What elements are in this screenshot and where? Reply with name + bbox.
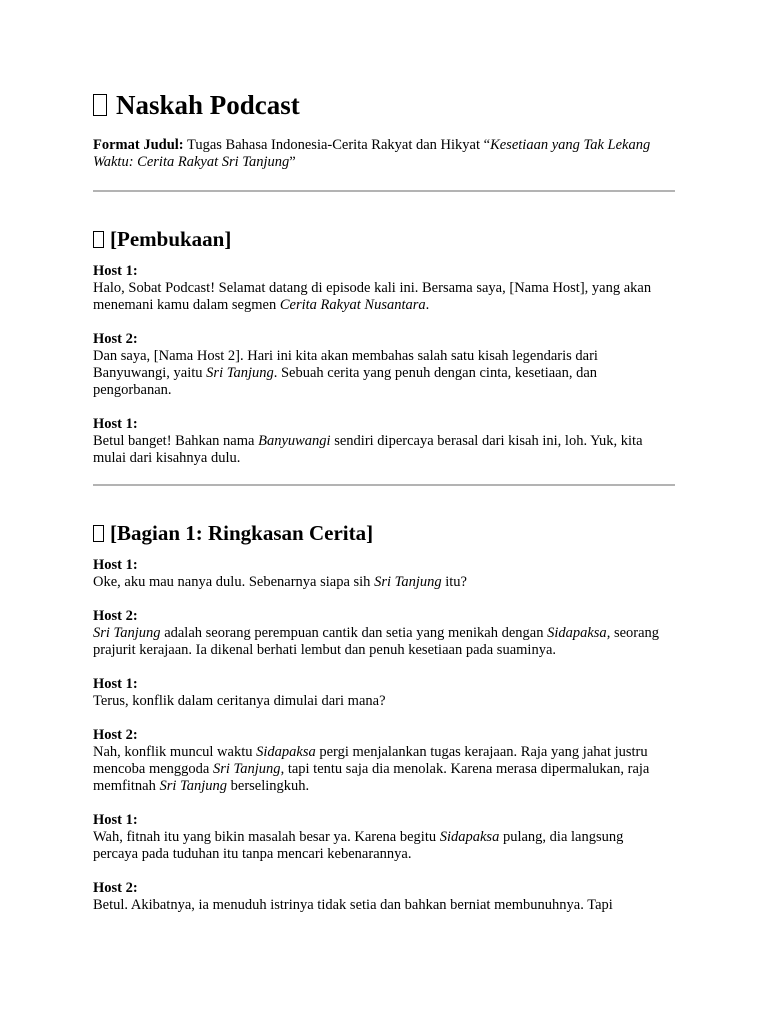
missing-glyph-icon (93, 231, 104, 248)
speaker-label: Host 1: (93, 416, 138, 432)
section-pembukaan (93, 225, 675, 467)
speaker-label: Host 1: (93, 676, 138, 692)
format-close-quote: ” (289, 154, 296, 170)
divider (93, 484, 675, 486)
dialogue-block (93, 727, 668, 795)
section-heading (93, 519, 675, 547)
missing-glyph-icon (93, 94, 107, 116)
dialogue-text: Halo, Sobat Podcast! Selamat datang di episode kali ini. Bersama saya, [Nama Host], yang akan menemani kamu dalam segmen (93, 280, 652, 313)
section-heading-text: [Bagian 1: Ringkasan Cerita] (110, 521, 374, 545)
italic-term: Sri Tanjung (93, 625, 161, 641)
italic-term: Sidapaksa (439, 829, 500, 845)
dialogue-lines (93, 263, 675, 467)
speaker-label: Host 2: (93, 880, 138, 896)
italic-term: Sri Tanjung (206, 365, 274, 381)
dialogue-lines (93, 557, 675, 914)
section-heading (93, 225, 675, 253)
dialogue-text: Wah, fitnah itu yang bikin masalah besar ya. Karena begitu (93, 829, 440, 845)
dialogue-text: pergi menjalankan tugas kerajaan. Raja yang jahat justru mencoba menggoda (93, 744, 648, 777)
dialogue-block (93, 331, 668, 399)
italic-term: Cerita Rakyat Nusantara (279, 297, 426, 313)
dialogue-block (93, 880, 668, 914)
dialogue-text: Betul banget! Bahkan nama (93, 433, 259, 449)
section-heading-text: [Pembukaan] (110, 227, 232, 251)
document-title-text: Naskah Podcast (116, 90, 300, 120)
section-ringkasan-cerita (93, 519, 675, 914)
dialogue-text: adalah seorang perempuan cantik dan setia yang menikah dengan (160, 625, 548, 641)
dialogue-text: sendiri dipercaya berasal dari kisah ini, loh. Yuk, kita mulai dari kisahnya dulu. (93, 433, 643, 466)
speaker-label: Host 2: (93, 331, 138, 347)
dialogue-block (93, 416, 668, 467)
dialogue-text: berselingkuh. (227, 778, 310, 794)
dialogue-text: pulang, dia langsung percaya pada tuduhan itu tanpa mencari kebenarannya. (93, 829, 624, 862)
dialogue-text: Nah, konflik muncul waktu (93, 744, 257, 760)
dialogue-text: , tapi tentu saja dia menolak. Karena merasa dipermalukan, raja memfitnah (93, 761, 650, 794)
dialogue-text: Betul. Akibatnya, ia menuduh istrinya tidak setia dan bahkan berniat membunuhnya. Tapi (93, 897, 613, 913)
missing-glyph-icon (93, 525, 104, 542)
dialogue-block (93, 557, 668, 591)
speaker-label: Host 1: (93, 263, 138, 279)
speaker-label: Host 1: (93, 812, 138, 828)
italic-term: Sri Tanjung (374, 574, 442, 590)
divider (93, 190, 675, 192)
italic-term: Sri Tanjung (213, 761, 281, 777)
dialogue-text: . (425, 297, 430, 313)
speaker-label: Host 2: (93, 727, 138, 743)
dialogue-text: . Sebuah cerita yang penuh dengan cinta, kesetiaan, dan pengorbanan. (93, 365, 598, 398)
dialogue-text: , seorang prajurit kerajaan. Ia dikenal berhati lembut dan penuh kesetiaan pada suaminya. (93, 625, 660, 658)
dialogue-block (93, 812, 668, 863)
italic-term: Banyuwangi (258, 433, 331, 449)
dialogue-block (93, 263, 668, 314)
dialogue-text: Dan saya, [Nama Host 2]. Hari ini kita akan membahas salah satu kisah legendaris dari Banyuwangi, yaitu (93, 348, 598, 381)
italic-term: Sidapaksa (256, 744, 316, 760)
format-text: Tugas Bahasa Indonesia-Cerita Rakyat dan Hikyat “ (183, 137, 491, 153)
document-title (93, 0, 675, 124)
format-label: Format Judul: (93, 137, 184, 153)
italic-term: Sidapaksa (547, 625, 607, 641)
speaker-label: Host 2: (93, 608, 138, 624)
dialogue-block (93, 676, 668, 710)
format-line (93, 137, 663, 171)
dialogue-text: Oke, aku mau nanya dulu. Sebenarnya siapa sih (93, 574, 375, 590)
dialogue-text: itu? (441, 574, 467, 590)
format-italic-title: Kesetiaan yang Tak Lekang Waktu: Cerita Rakyat Sri Tanjung (93, 137, 651, 170)
italic-term: Sri Tanjung (159, 778, 228, 794)
dialogue-text: Terus, konflik dalam ceritanya dimulai dari mana? (93, 693, 386, 709)
speaker-label: Host 1: (93, 557, 138, 573)
dialogue-block (93, 608, 668, 659)
